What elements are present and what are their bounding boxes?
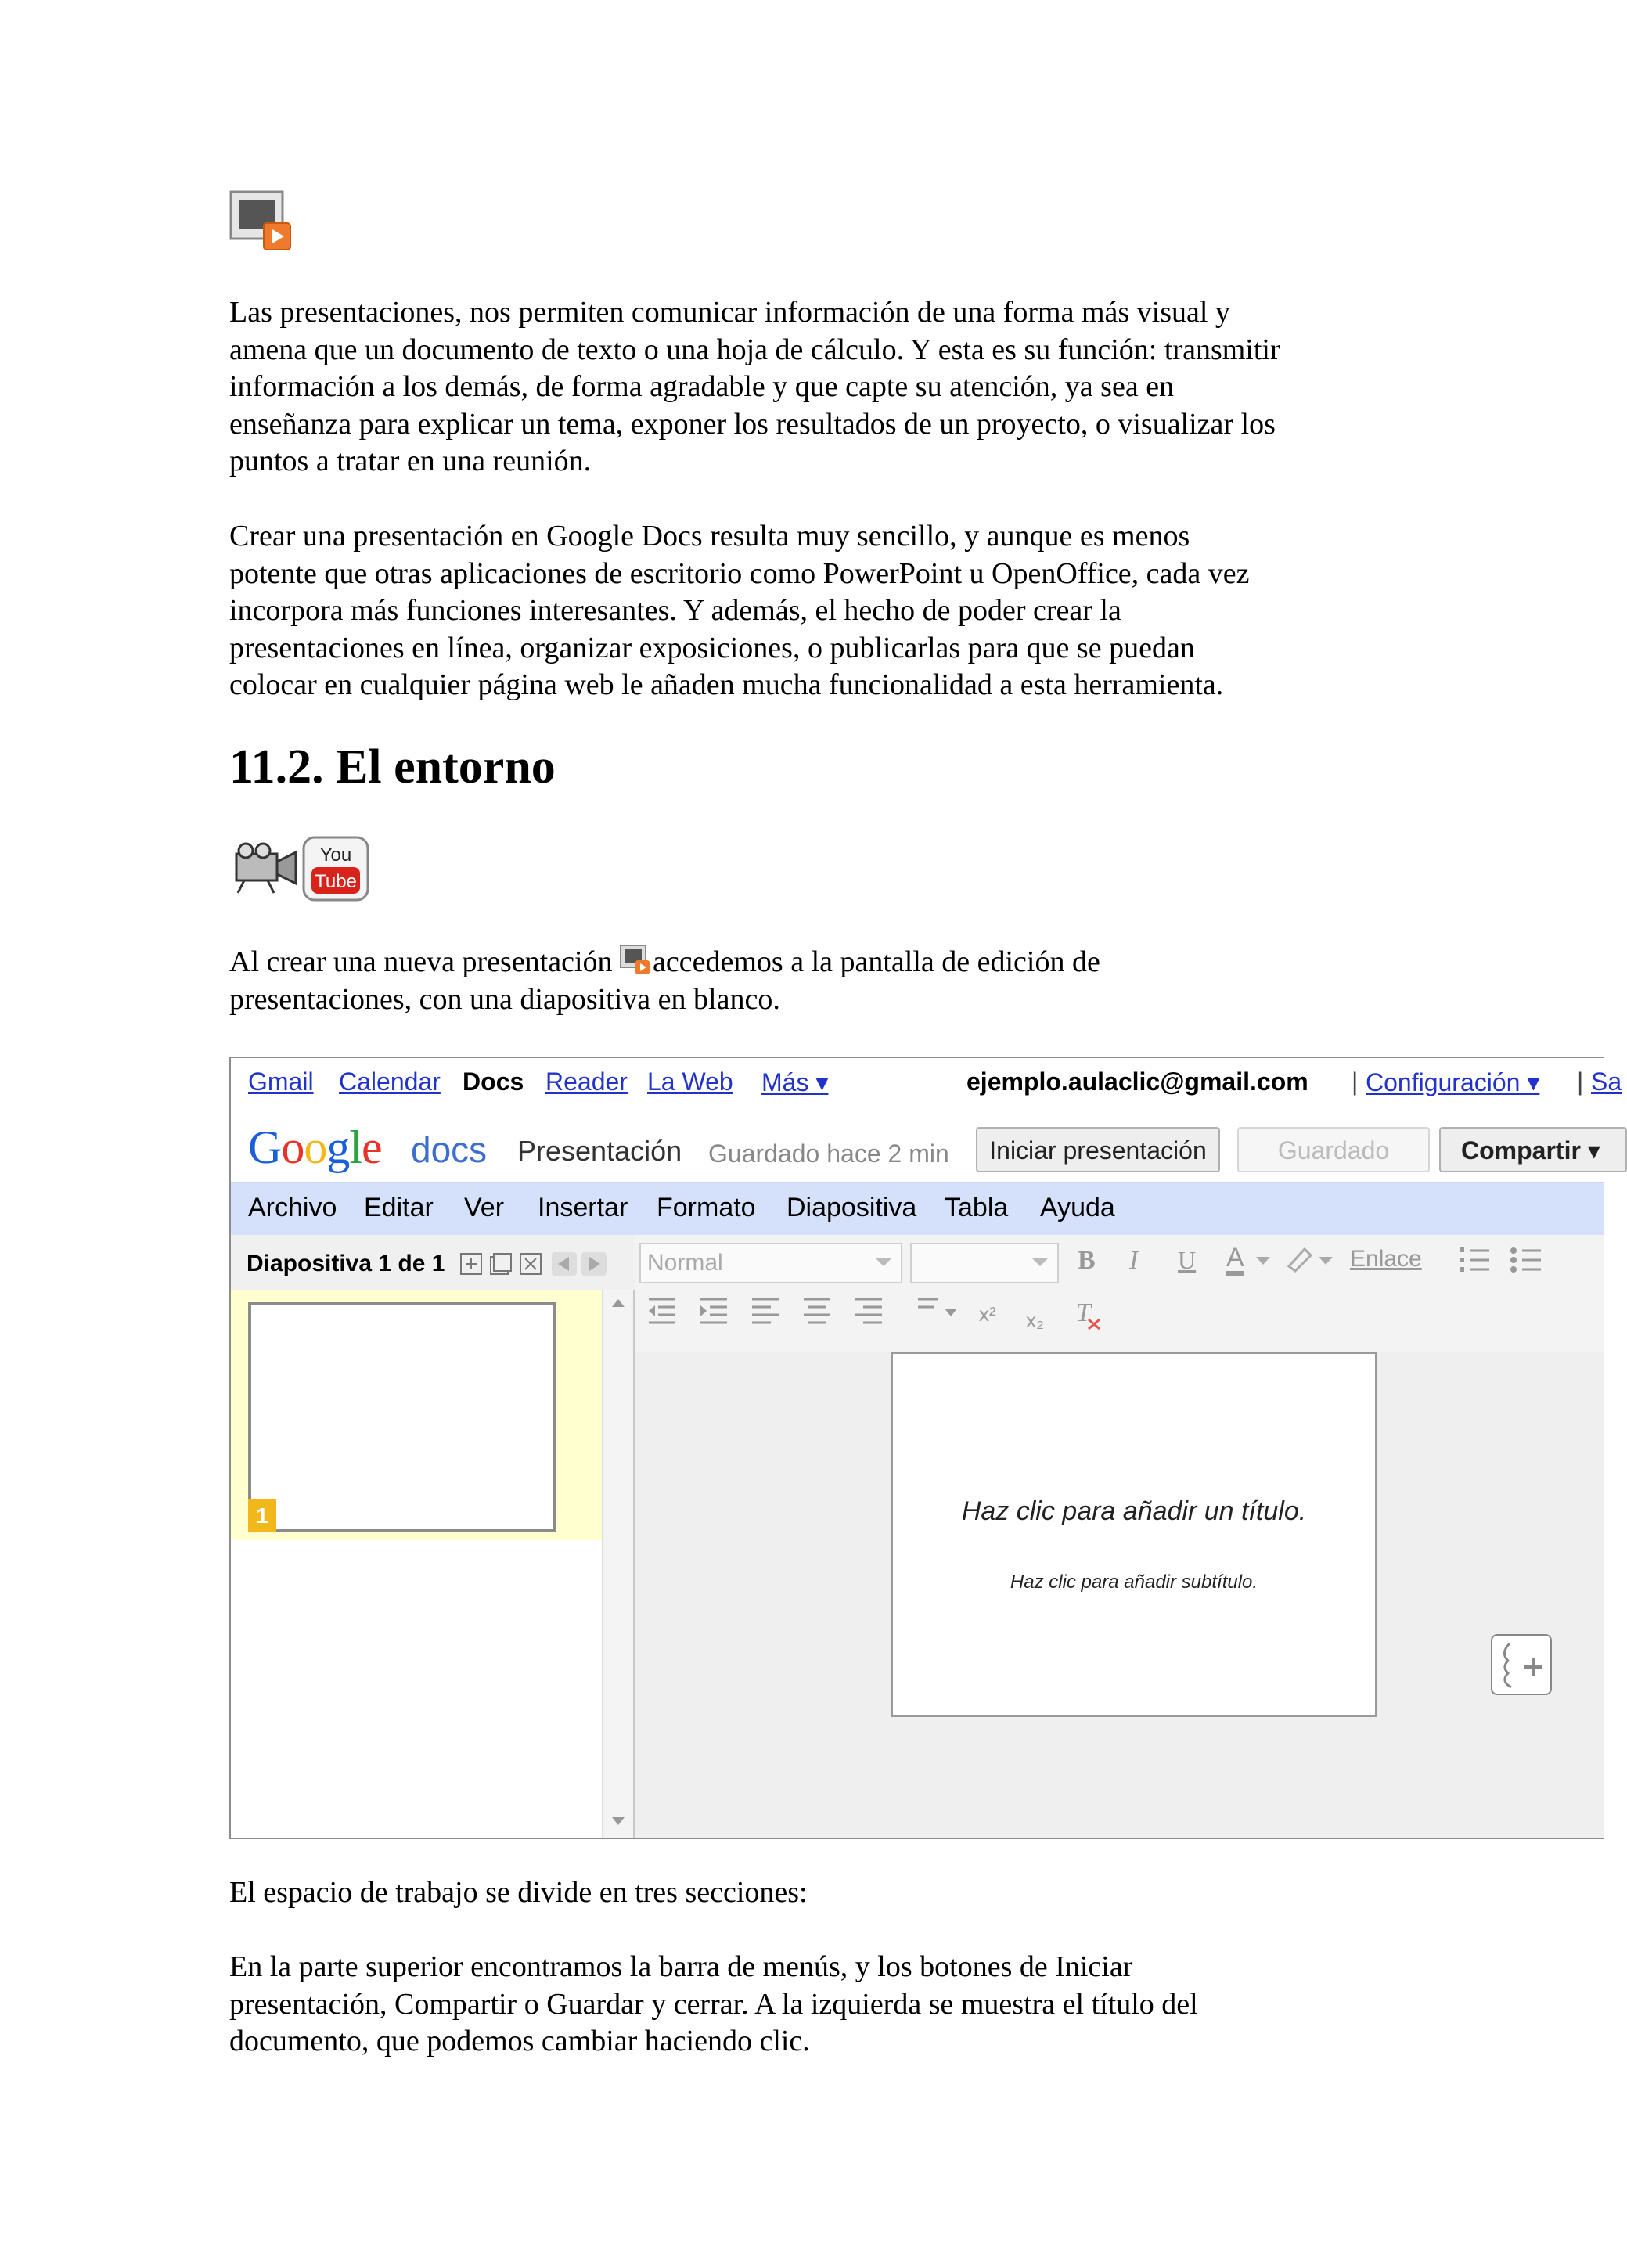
- clear-format-icon[interactable]: [1073, 1298, 1104, 1332]
- menu-formato[interactable]: Formato: [657, 1193, 756, 1222]
- underline-button[interactable]: U: [1178, 1246, 1197, 1274]
- start-presentation-button[interactable]: Iniciar presentación: [976, 1127, 1220, 1172]
- save-status: Guardado hace 2 min: [708, 1139, 949, 1168]
- vertical-align-icon[interactable]: [918, 1299, 957, 1316]
- signout-link[interactable]: Sa: [1591, 1067, 1622, 1096]
- reader-link[interactable]: Reader: [545, 1067, 628, 1096]
- new-presentation-icon: [620, 945, 651, 976]
- topbar-separator: |: [1352, 1067, 1359, 1096]
- link-button[interactable]: Enlace: [1350, 1246, 1422, 1272]
- chevron-down-icon: [874, 1257, 893, 1269]
- duplicate-slide-icon[interactable]: [491, 1254, 511, 1274]
- slide-title-placeholder[interactable]: Haz clic para añadir un título.: [961, 1496, 1307, 1526]
- menu-diapositiva[interactable]: Diapositiva: [787, 1193, 917, 1222]
- superscript-button[interactable]: x²: [979, 1302, 996, 1326]
- text-color-button[interactable]: A: [1226, 1244, 1244, 1276]
- workspace-paragraph: El espacio de trabajo se divide en tres secciones:: [229, 1876, 808, 1909]
- section-heading: 11.2. El entorno: [229, 740, 556, 794]
- new-presentation-paragraph: [229, 944, 1388, 1018]
- decrease-indent-icon[interactable]: [649, 1299, 675, 1323]
- p3-text-end: accedemos a la pantalla de edición de presentaciones, con una diapositiva en blanco.: [229, 945, 1100, 1016]
- menu-ver[interactable]: Ver: [464, 1193, 505, 1222]
- logo-letter: e: [362, 1121, 382, 1173]
- scroll-down-icon[interactable]: [610, 1816, 626, 1827]
- menu-archivo[interactable]: Archivo: [248, 1193, 337, 1222]
- increase-indent-icon[interactable]: [700, 1299, 727, 1323]
- scroll-up-icon[interactable]: [610, 1298, 626, 1309]
- account-email: ejemplo.aulaclic@gmail.com: [966, 1067, 1308, 1096]
- delete-slide-icon[interactable]: [520, 1254, 541, 1274]
- next-slide-icon[interactable]: [581, 1252, 607, 1276]
- menu-insertar[interactable]: Insertar: [538, 1193, 628, 1222]
- p3-text-start: Al crear una nueva presentación: [229, 945, 621, 978]
- topbar-separator-2: |: [1577, 1067, 1584, 1096]
- previous-slide-icon[interactable]: [552, 1252, 577, 1276]
- italic-button[interactable]: I: [1129, 1246, 1139, 1275]
- subscript-button[interactable]: x₂: [1026, 1309, 1045, 1332]
- calendar-link[interactable]: Calendar: [339, 1067, 441, 1096]
- google-docs-paragraph: Crear una presentación en Google Docs resulta muy sencillo, y aunque es menos potente que otras aplicaciones de escritorio como PowerPoint u OpenOffice, cada vez incorpora más funciones interesantes. Y además, el hecho de poder crear la presentaciones en línea, organizar exposiciones, o publicarlas para que se puedan colocar en cualquier página web le añaden mucha funcionalidad a esta herramienta.: [229, 520, 1250, 701]
- settings-link[interactable]: Configuración ▾: [1366, 1068, 1540, 1096]
- numbered-list-icon[interactable]: [1456, 1244, 1491, 1276]
- slide-number-badge: 1: [248, 1499, 276, 1532]
- video-camera-icon[interactable]: [232, 840, 301, 895]
- more-link[interactable]: Más ▾: [761, 1068, 829, 1096]
- document-title[interactable]: Presentación: [517, 1135, 682, 1167]
- menu-bar: [231, 1183, 1604, 1235]
- svg-text:T: T: [1076, 1298, 1091, 1327]
- youtube-text-top: You: [319, 844, 352, 866]
- logo-letter: g: [326, 1121, 350, 1173]
- menu-tabla[interactable]: Tabla: [945, 1193, 1009, 1222]
- slide-editor: [635, 1235, 1604, 1838]
- google-docs-screenshot: [229, 1057, 1622, 1839]
- thumbnails-scrollbar[interactable]: [602, 1290, 635, 1838]
- bold-button[interactable]: B: [1078, 1246, 1096, 1275]
- slide-actions: [459, 1251, 608, 1277]
- slide-thumbnail[interactable]: [248, 1302, 556, 1532]
- chevron-down-icon: [1317, 1255, 1336, 1268]
- align-center-icon[interactable]: [804, 1299, 830, 1323]
- youtube-text-bottom: Tube: [315, 871, 357, 892]
- align-left-icon[interactable]: [752, 1299, 779, 1323]
- menu-ayuda[interactable]: Ayuda: [1040, 1193, 1115, 1222]
- docs-link[interactable]: Docs: [463, 1067, 524, 1096]
- chevron-down-icon: [1031, 1257, 1049, 1269]
- slide-thumbnails-panel: [231, 1290, 602, 1838]
- docs-header: [231, 1107, 1604, 1183]
- presentation-icon: [229, 190, 293, 254]
- logo-letter: o: [281, 1121, 304, 1173]
- intro-paragraph: Las presentaciones, nos permiten comunicar información de una forma más visual y amena que un documento de texto o una hoja de cálculo. Y esta es su función: transmitir información a los demás, de forma agradable y que capte su atención, ya sea en enseñanza para explicar un tema, exponer los resultados de un proyecto, o visualizar los puntos a tratar en una reunión.: [229, 296, 1280, 477]
- google-logo[interactable]: [248, 1121, 382, 1175]
- saved-button[interactable]: Guardado: [1237, 1127, 1430, 1172]
- share-button[interactable]: Compartir ▾: [1439, 1127, 1627, 1172]
- logo-letter: G: [248, 1121, 282, 1173]
- paragraph-toolbar: [647, 1294, 1132, 1334]
- top-section-paragraph: En la parte superior encontramos la barra de menús, y los botones de Iniciar presentación, Compartir o Guardar y cerrar. A la izquierda se muestra el título del documento, que podemos cambiar haciendo clic.: [229, 1950, 1198, 2057]
- logo-letter: o: [304, 1121, 327, 1173]
- speaker-notes-icon: [1497, 1640, 1546, 1689]
- align-right-icon[interactable]: [855, 1299, 882, 1323]
- slide-counter: Diapositiva 1 de 1: [247, 1251, 445, 1276]
- style-select[interactable]: Normal: [639, 1243, 902, 1283]
- youtube-icon[interactable]: [302, 836, 369, 902]
- add-slide-icon[interactable]: [461, 1254, 481, 1274]
- add-comment-button[interactable]: [1491, 1634, 1552, 1695]
- chevron-down-icon: [1254, 1255, 1273, 1268]
- web-link[interactable]: La Web: [647, 1067, 733, 1096]
- format-toolbar: [635, 1235, 1604, 1352]
- slide-canvas[interactable]: [891, 1352, 1377, 1717]
- menu-editar[interactable]: Editar: [364, 1193, 434, 1222]
- bullet-list-icon[interactable]: [1508, 1244, 1542, 1276]
- logo-letter: l: [349, 1121, 362, 1173]
- gmail-link[interactable]: Gmail: [248, 1067, 314, 1096]
- highlight-icon[interactable]: [1284, 1243, 1316, 1274]
- slide-subtitle-placeholder[interactable]: Haz clic para añadir subtítulo.: [1010, 1571, 1258, 1593]
- google-topbar: [231, 1058, 1622, 1107]
- docs-wordmark: docs: [411, 1129, 488, 1170]
